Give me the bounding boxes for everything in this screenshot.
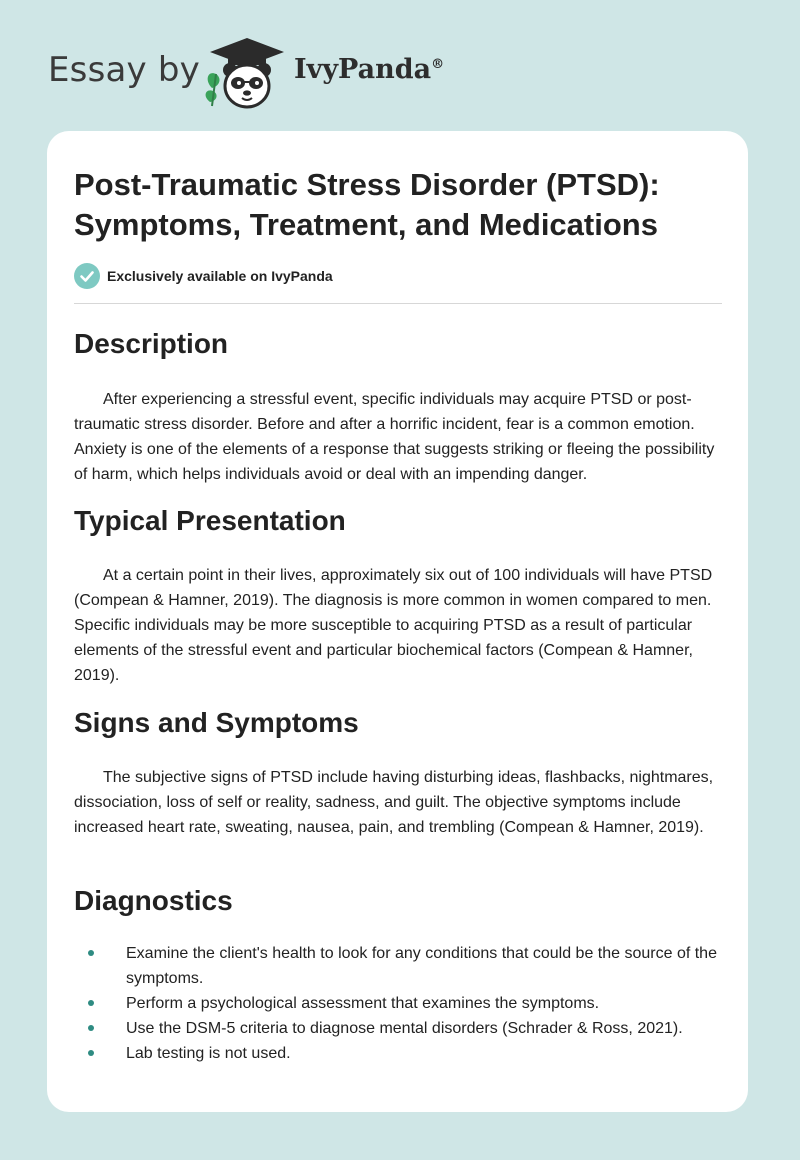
list-item-text: Lab testing is not used. [126, 1045, 291, 1062]
brand-prefix: Essay by [48, 50, 200, 90]
section-text-signs-and-symptoms: The subjective signs of PTSD include having disturbing ideas, flashbacks, nightmares, dissociation, loss of self or reality, sadness, and guilt. The objective symptoms include increased heart rate, sweating, nausea, pain, and trembling (Compean & Hamner, 2019). [74, 769, 714, 836]
diagnostics-list [74, 941, 724, 1066]
bullet-dot-icon [88, 1000, 94, 1006]
section-heading-description: Description [74, 328, 229, 359]
list-item-text: Use the DSM-5 criteria to diagnose mental disorders (Schrader & Ross, 2021). [126, 1020, 683, 1037]
panda-logo-icon[interactable] [202, 36, 292, 112]
list-item [74, 991, 724, 1016]
list-item [74, 941, 724, 991]
list-item [74, 1016, 724, 1041]
list-item-text: Perform a psychological assessment that examines the symptoms. [126, 995, 600, 1012]
section-text-typical-presentation: At a certain point in their lives, approximately six out of 100 individuals will have PTSD (Compean & Hamner, 2019). The diagnosis is more common in women compared to men. Specific individuals may be more susceptible to acquiring PTSD as a result of particular elements of the stressful event and particular biochemical factors (Compean & Hamner, 2019). [74, 567, 713, 684]
list-item-text: Examine the client's health to look for any conditions that could be the source of the symptoms. [126, 945, 717, 987]
list-item [74, 1041, 724, 1066]
section-text-description: After experiencing a stressful event, specific individuals may acquire PTSD or post-traumatic stress disorder. Before and after a horrific incident, fear is a common emotion. Anxiety is one of the elements of a response that suggests striking or fleeing the possibility of harm, which helps individuals avoid or deal with an impending danger. [74, 391, 715, 483]
bullet-dot-icon [88, 1025, 94, 1031]
section-heading-typical-presentation: Typical Presentation [74, 505, 346, 536]
brand-name[interactable] [294, 54, 444, 85]
section-heading-diagnostics: Diagnostics [74, 885, 233, 916]
exclusive-badge [74, 263, 333, 289]
page-title: Post-Traumatic Stress Disorder (PTSD): Symptoms, Treatment, and Medications [74, 167, 660, 242]
divider [74, 303, 722, 304]
check-circle-icon [74, 263, 100, 289]
bullet-dot-icon [88, 950, 94, 956]
site-header [48, 36, 468, 116]
bullet-dot-icon [88, 1050, 94, 1056]
registered-mark: ® [431, 57, 445, 72]
essay-card [47, 131, 748, 1112]
brand-name-text: IvyPanda [294, 54, 432, 85]
section-heading-signs-and-symptoms: Signs and Symptoms [74, 707, 359, 738]
exclusive-badge-text: Exclusively available on IvyPanda [107, 268, 333, 284]
